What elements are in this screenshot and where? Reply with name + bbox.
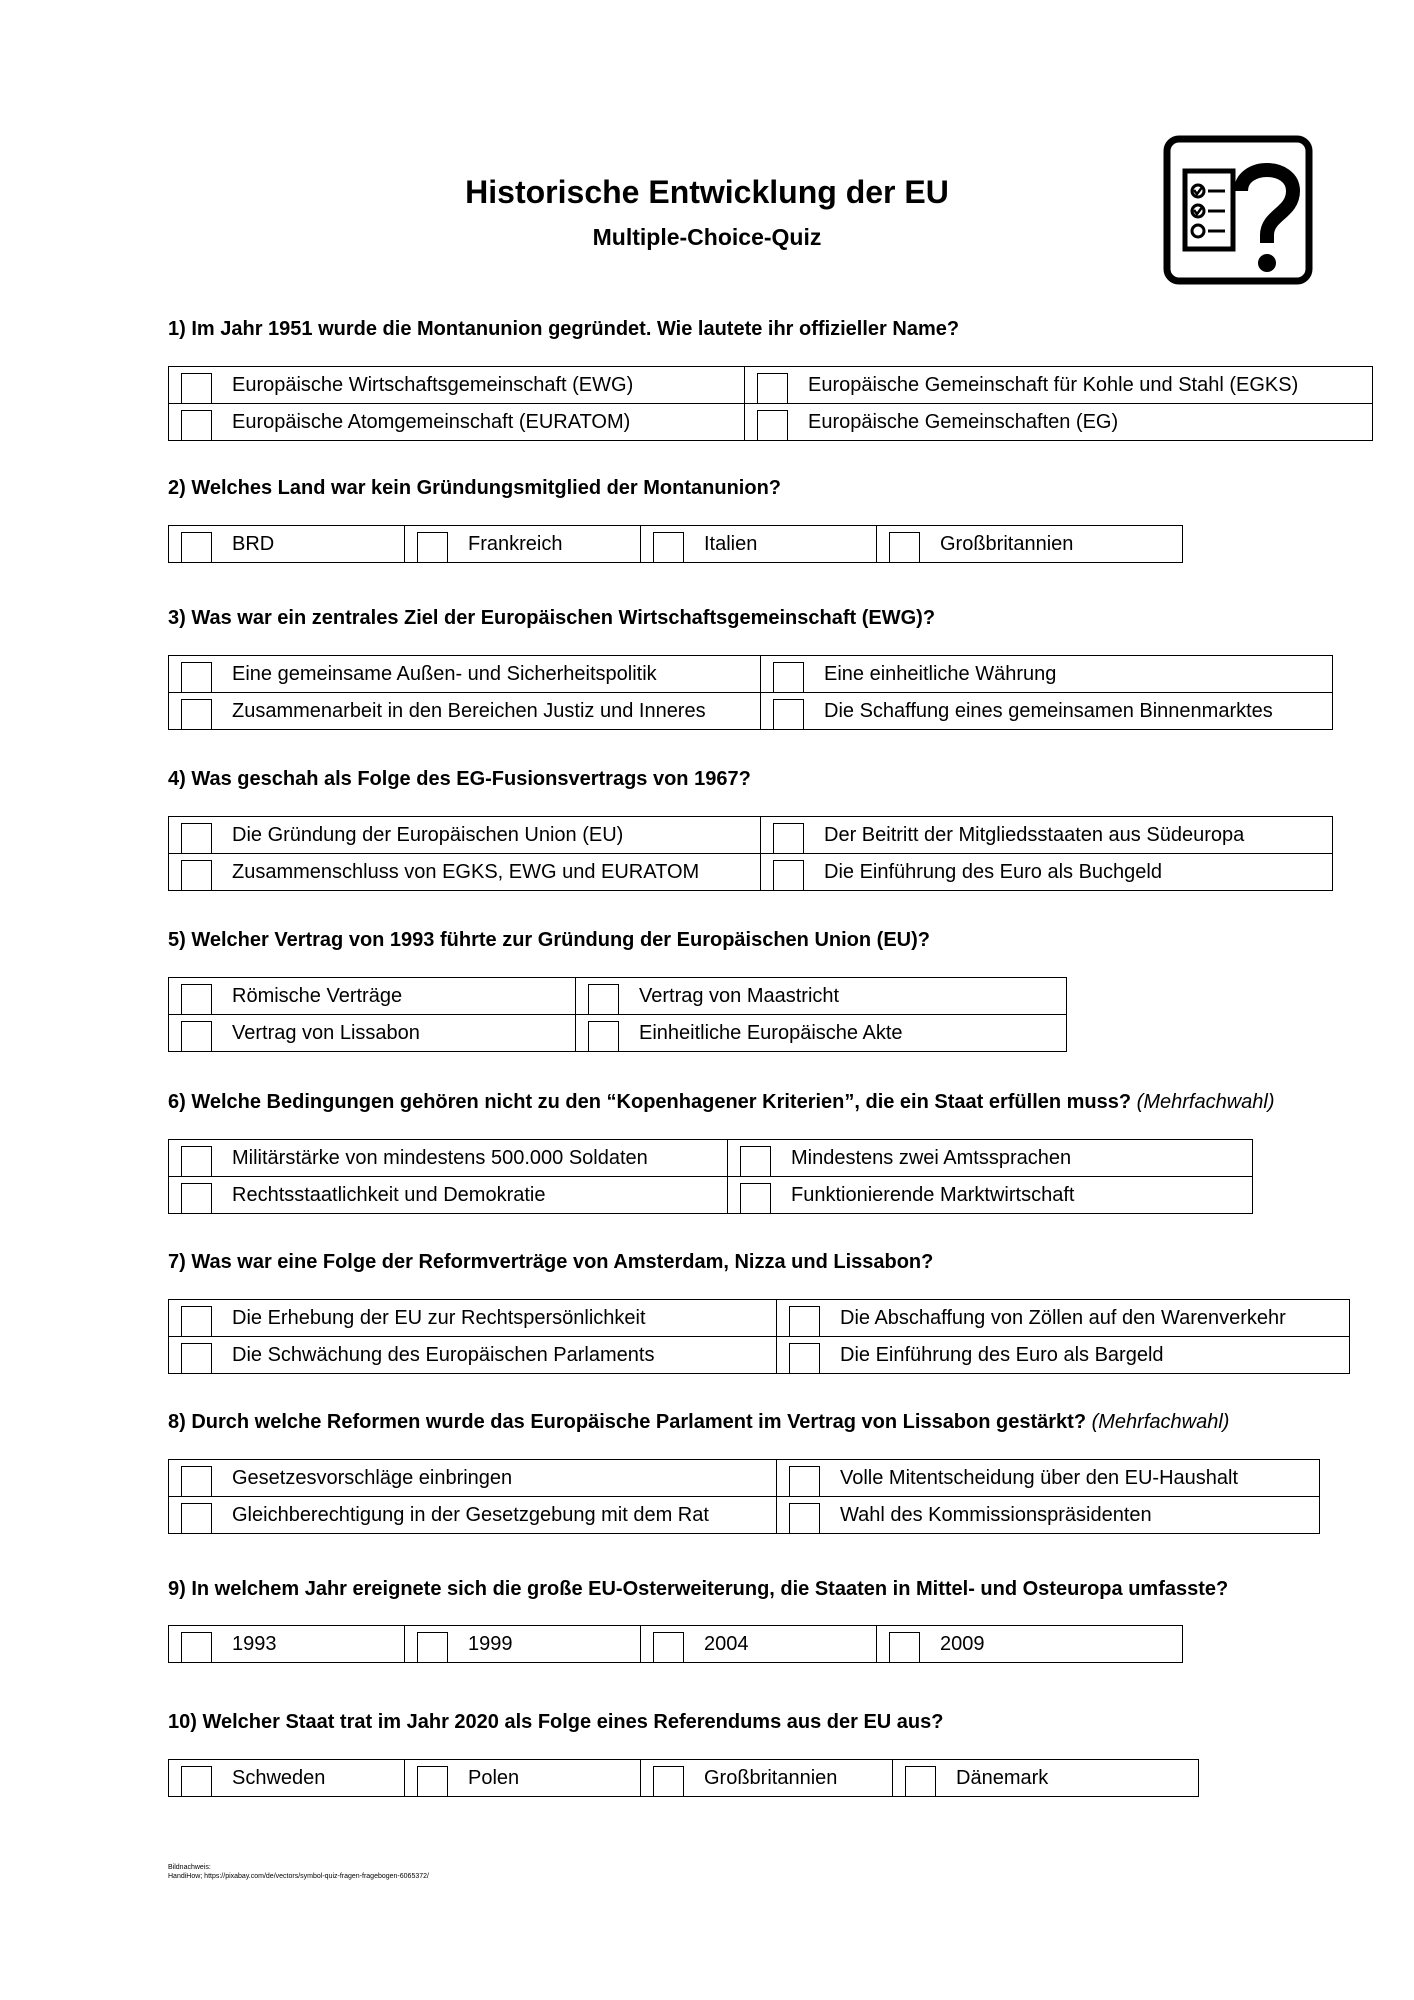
checkbox[interactable] <box>181 662 212 693</box>
answer-option[interactable] <box>761 693 1332 729</box>
checkbox[interactable] <box>181 532 212 563</box>
option-label: Europäische Atomgemeinschaft (EURATOM) <box>232 410 631 433</box>
checkbox[interactable] <box>740 1183 771 1214</box>
checkbox[interactable] <box>181 984 212 1015</box>
options-table-7 <box>168 1299 1350 1374</box>
answer-option[interactable] <box>777 1497 1319 1533</box>
question-note: (Mehrfachwahl) <box>1091 1411 1230 1433</box>
credit-heading: Bildnachweis: <box>168 1864 211 1871</box>
option-label: 2004 <box>704 1632 749 1655</box>
option-label: Einheitliche Europäische Akte <box>639 1021 903 1044</box>
answer-option[interactable] <box>761 817 1332 853</box>
question-text: 6) Welche Bedingungen gehören nicht zu den “Kopenhagener Kriterien”, die ein Staat erfüllen muss? <box>168 1091 1132 1113</box>
quiz-questionnaire-icon <box>1163 135 1313 285</box>
page-subtitle: Multiple-Choice-Quiz <box>592 224 822 250</box>
option-label: 1999 <box>468 1632 513 1655</box>
option-label: Die Schwächung des Europäischen Parlaments <box>232 1343 655 1366</box>
answer-option[interactable] <box>877 1626 1182 1662</box>
option-label: 2009 <box>940 1632 985 1655</box>
answer-option[interactable] <box>777 1300 1349 1336</box>
checkbox[interactable] <box>773 823 804 854</box>
answer-option[interactable] <box>405 1626 640 1662</box>
checkbox[interactable] <box>789 1343 820 1374</box>
options-table-8 <box>168 1459 1320 1534</box>
option-label: Rechtsstaatlichkeit und Demokratie <box>232 1183 546 1206</box>
page-title: Historische Entwicklung der EU <box>465 174 949 210</box>
checkbox[interactable] <box>757 373 788 404</box>
options-table-1 <box>168 366 1373 441</box>
checkbox[interactable] <box>181 1306 212 1337</box>
question-text: 3) Was war ein zentrales Ziel der Europäischen Wirtschaftsgemeinschaft (EWG)? <box>168 607 936 629</box>
answer-option[interactable] <box>641 526 876 562</box>
question-3 <box>168 607 935 630</box>
checkbox[interactable] <box>181 1466 212 1497</box>
checkbox[interactable] <box>181 823 212 854</box>
checkbox[interactable] <box>905 1766 936 1797</box>
option-label: Schweden <box>232 1766 326 1789</box>
credit-source: HandiHow; https://pixabay.com/de/vectors/symbol-quiz-fragen-fragebogen-6065372/ <box>168 1873 429 1880</box>
question-10 <box>168 1711 944 1734</box>
checkbox[interactable] <box>773 699 804 730</box>
question-text: 2) Welches Land war kein Gründungsmitglied der Montanunion? <box>168 477 782 499</box>
checkbox[interactable] <box>889 532 920 563</box>
option-label: Der Beitritt der Mitgliedsstaaten aus Südeuropa <box>824 823 1245 846</box>
answer-option[interactable] <box>169 1760 404 1796</box>
option-label: Eine einheitliche Währung <box>824 662 1057 685</box>
options-table-10 <box>168 1759 1199 1797</box>
option-label: Mindestens zwei Amtssprachen <box>791 1146 1072 1169</box>
answer-option[interactable] <box>745 404 1372 440</box>
answer-option[interactable] <box>405 526 640 562</box>
answer-option[interactable] <box>169 1626 404 1662</box>
answer-option[interactable] <box>169 1177 727 1213</box>
checkbox[interactable] <box>773 662 804 693</box>
option-label: Gesetzesvorschläge einbringen <box>232 1466 513 1489</box>
checkbox[interactable] <box>417 1766 448 1797</box>
answer-option[interactable] <box>877 526 1182 562</box>
checkbox[interactable] <box>181 1766 212 1797</box>
option-label: Die Abschaffung von Zöllen auf den Warenverkehr <box>840 1306 1286 1329</box>
answer-option[interactable] <box>169 978 575 1014</box>
question-4 <box>168 768 751 791</box>
answer-option[interactable] <box>169 693 760 729</box>
checkbox[interactable] <box>181 1632 212 1663</box>
checkbox[interactable] <box>653 1632 684 1663</box>
answer-option[interactable] <box>169 854 760 890</box>
option-label: 1993 <box>232 1632 277 1655</box>
checkbox[interactable] <box>181 699 212 730</box>
answer-option[interactable] <box>169 1140 727 1176</box>
answer-option[interactable] <box>169 1497 776 1533</box>
answer-option[interactable] <box>761 656 1332 692</box>
answer-option[interactable] <box>169 1300 776 1336</box>
question-text: 10) Welcher Staat trat im Jahr 2020 als Folge eines Referendums aus der EU aus? <box>168 1711 944 1733</box>
question-text: 7) Was war eine Folge der Reformverträge von Amsterdam, Nizza und Lissabon? <box>168 1251 934 1273</box>
checkbox[interactable] <box>588 1021 619 1052</box>
option-label: Europäische Wirtschaftsgemeinschaft (EWG) <box>232 373 634 396</box>
answer-option[interactable] <box>893 1760 1198 1796</box>
option-label: Die Einführung des Euro als Bargeld <box>840 1343 1164 1366</box>
option-label: Die Schaffung eines gemeinsamen Binnenmarktes <box>824 699 1273 722</box>
options-table-4 <box>168 816 1333 891</box>
checkbox[interactable] <box>653 532 684 563</box>
option-label: Polen <box>468 1766 520 1789</box>
answer-option[interactable] <box>777 1460 1319 1496</box>
option-label: Frankreich <box>468 532 563 555</box>
checkbox[interactable] <box>181 1183 212 1214</box>
checkbox[interactable] <box>789 1306 820 1337</box>
checkbox[interactable] <box>181 1021 212 1052</box>
checkbox[interactable] <box>653 1766 684 1797</box>
option-label: Zusammenschluss von EGKS, EWG und EURATOM <box>232 860 700 883</box>
option-label: Funktionierende Marktwirtschaft <box>791 1183 1075 1206</box>
checkbox[interactable] <box>889 1632 920 1663</box>
option-label: Gleichberechtigung in der Gesetzgebung mit dem Rat <box>232 1503 709 1526</box>
checkbox[interactable] <box>740 1146 771 1177</box>
question-text: 1) Im Jahr 1951 wurde die Montanunion gegründet. Wie lautete ihr offizieller Name? <box>168 318 960 340</box>
answer-option[interactable] <box>728 1140 1252 1176</box>
option-label: Dänemark <box>956 1766 1049 1789</box>
option-label: Europäische Gemeinschaft für Kohle und Stahl (EGKS) <box>808 373 1299 396</box>
answer-option[interactable] <box>169 1015 575 1051</box>
answer-option[interactable] <box>169 526 404 562</box>
option-label: Europäische Gemeinschaften (EG) <box>808 410 1119 433</box>
question-text: 8) Durch welche Reformen wurde das Europäische Parlament im Vertrag von Lissabon gestärkt? <box>168 1411 1087 1433</box>
options-table-2 <box>168 525 1183 563</box>
question-note: (Mehrfachwahl) <box>1136 1091 1275 1113</box>
checkbox[interactable] <box>181 1146 212 1177</box>
checkbox[interactable] <box>417 1632 448 1663</box>
question-9 <box>168 1578 1228 1601</box>
answer-option[interactable] <box>777 1337 1349 1373</box>
option-label: Eine gemeinsame Außen- und Sicherheitspolitik <box>232 662 657 685</box>
option-label: BRD <box>232 532 275 555</box>
option-label: Volle Mitentscheidung über den EU-Haushalt <box>840 1466 1239 1489</box>
checkbox[interactable] <box>757 410 788 441</box>
answer-option[interactable] <box>641 1626 876 1662</box>
checkbox[interactable] <box>789 1466 820 1497</box>
option-label: Vertrag von Maastricht <box>639 984 840 1007</box>
checkbox[interactable] <box>181 860 212 891</box>
question-2 <box>168 477 781 500</box>
question-7 <box>168 1251 933 1274</box>
question-5 <box>168 929 930 952</box>
option-label: Die Gründung der Europäischen Union (EU) <box>232 823 624 846</box>
checkbox[interactable] <box>417 532 448 563</box>
options-table-9 <box>168 1625 1183 1663</box>
question-text: 5) Welcher Vertrag von 1993 führte zur Gründung der Europäischen Union (EU)? <box>168 929 930 951</box>
answer-option[interactable] <box>169 1460 776 1496</box>
answer-option[interactable] <box>728 1177 1252 1213</box>
options-table-6 <box>168 1139 1253 1214</box>
checkbox[interactable] <box>789 1503 820 1534</box>
options-table-5 <box>168 977 1067 1052</box>
answer-option[interactable] <box>405 1760 640 1796</box>
question-text: 4) Was geschah als Folge des EG-Fusionsvertrags von 1967? <box>168 768 751 790</box>
option-label: Die Einführung des Euro als Buchgeld <box>824 860 1162 883</box>
image-credit <box>168 1863 429 1881</box>
checkbox[interactable] <box>588 984 619 1015</box>
option-label: Großbritannien <box>704 1766 838 1789</box>
checkbox[interactable] <box>181 373 212 404</box>
answer-option[interactable] <box>761 854 1332 890</box>
option-label: Die Erhebung der EU zur Rechtspersönlichkeit <box>232 1306 646 1329</box>
question-1 <box>168 318 959 341</box>
question-6 <box>168 1091 1275 1114</box>
answer-option[interactable] <box>169 656 760 692</box>
answer-option[interactable] <box>745 367 1372 403</box>
question-8 <box>168 1411 1229 1434</box>
answer-option[interactable] <box>169 817 760 853</box>
option-label: Römische Verträge <box>232 984 403 1007</box>
answer-option[interactable] <box>169 404 744 440</box>
option-label: Zusammenarbeit in den Bereichen Justiz und Inneres <box>232 699 706 722</box>
answer-option[interactable] <box>169 367 744 403</box>
checkbox[interactable] <box>773 860 804 891</box>
answer-option[interactable] <box>576 978 1066 1014</box>
checkbox[interactable] <box>181 410 212 441</box>
answer-option[interactable] <box>169 1337 776 1373</box>
checkbox[interactable] <box>181 1343 212 1374</box>
option-label: Wahl des Kommissionspräsidenten <box>840 1503 1152 1526</box>
checkbox[interactable] <box>181 1503 212 1534</box>
answer-option[interactable] <box>641 1760 892 1796</box>
option-label: Vertrag von Lissabon <box>232 1021 420 1044</box>
answer-option[interactable] <box>576 1015 1066 1051</box>
option-label: Italien <box>704 532 758 555</box>
option-label: Militärstärke von mindestens 500.000 Soldaten <box>232 1146 648 1169</box>
option-label: Großbritannien <box>940 532 1074 555</box>
question-text: 9) In welchem Jahr ereignete sich die große EU-Osterweiterung, die Staaten in Mittel- und Osteuropa umfasste? <box>168 1578 1229 1600</box>
options-table-3 <box>168 655 1333 730</box>
